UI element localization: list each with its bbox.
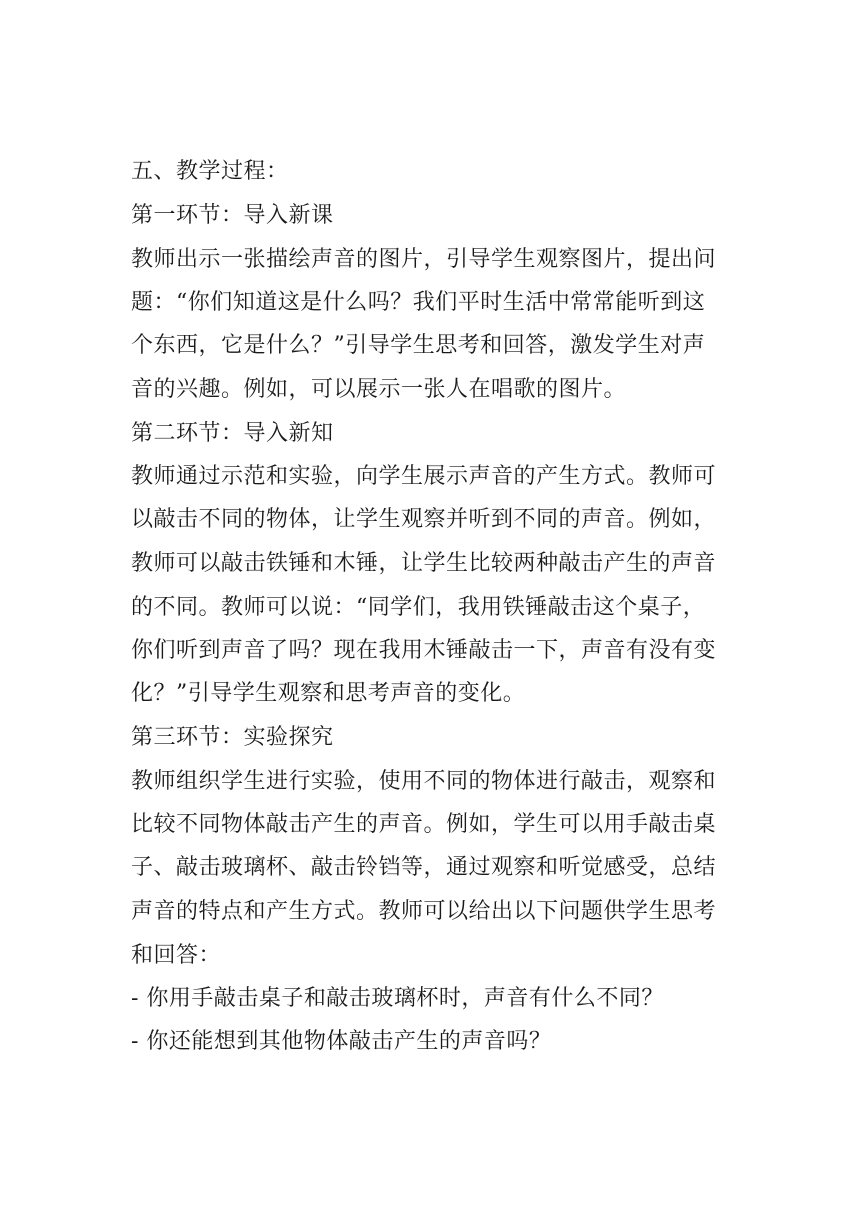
- section-heading: 五、教学过程：: [131, 159, 289, 184]
- subsection-heading: 第三环节：实验探究: [131, 725, 334, 750]
- paragraph-line: 题：“你们知道这是什么吗？我们平时生活中常常能听到这: [131, 290, 706, 315]
- paragraph-line: 化？”引导学生观察和思考声音的变化。: [131, 681, 526, 706]
- subsection-heading: 第一环节：导入新课: [131, 203, 334, 228]
- paragraph-line: 教师通过示范和实验，向学生展示声音的产生方式。教师可: [131, 464, 717, 489]
- paragraph-line: 和回答：: [131, 943, 222, 968]
- subsection-heading: 第二环节：导入新知: [131, 421, 334, 446]
- paragraph-line: 教师可以敲击铁锤和木锤，让学生比较两种敲击产生的声音: [131, 551, 717, 576]
- paragraph-line: 个东西，它是什么？”引导学生思考和回答，激发学生对声: [131, 333, 706, 358]
- paragraph-line: 你们听到声音了吗？现在我用木锤敲击一下，声音有没有变: [131, 638, 717, 663]
- paragraph-line: 子、敲击玻璃杯、敲击铃铛等，通过观察和听觉感受，总结: [131, 855, 717, 880]
- paragraph-line: 比较不同物体敲击产生的声音。例如，学生可以用手敲击桌: [131, 812, 717, 837]
- paragraph-line: 音的兴趣。例如，可以展示一张人在唱歌的图片。: [131, 377, 627, 402]
- paragraph-line: 以敲击不同的物体，让学生观察并听到不同的声音。例如，: [131, 507, 717, 532]
- paragraph-line: 声音的特点和产生方式。教师可以给出以下问题供学生思考: [131, 899, 717, 924]
- paragraph-line: 的不同。教师可以说：“同学们，我用铁锤敲击这个桌子，: [131, 595, 706, 620]
- paragraph-line: 教师组织学生进行实验，使用不同的物体进行敲击，观察和: [131, 769, 717, 794]
- list-item: - 你还能想到其他物体敲击产生的声音吗？: [131, 1029, 552, 1054]
- paragraph-line: 教师出示一张描绘声音的图片，引导学生观察图片，提出问: [131, 247, 717, 272]
- list-item: - 你用手敲击桌子和敲击玻璃杯时，声音有什么不同？: [131, 986, 664, 1011]
